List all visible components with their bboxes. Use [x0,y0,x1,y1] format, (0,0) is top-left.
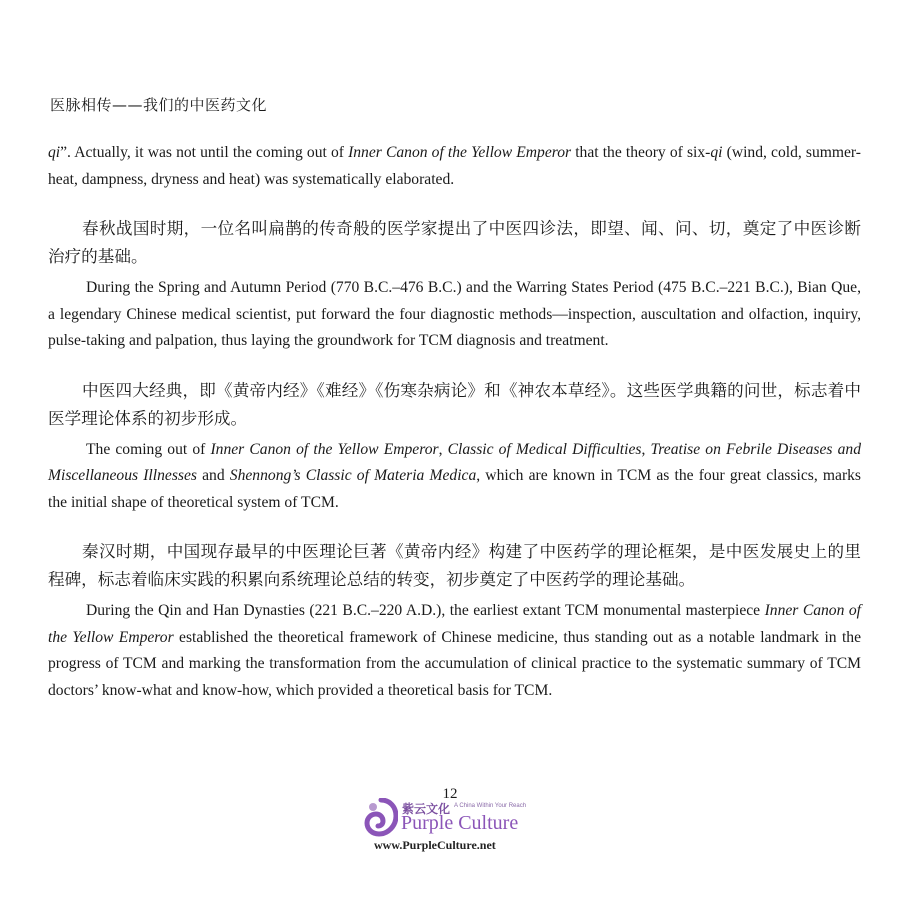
watermark [364,796,564,862]
paragraph-zh-4: 秦汉时期，中国现存最早的中医理论巨著《黄帝内经》构建了中医药学的理论框架，是中医发展史上的里程碑，标志着临床实践的积累向系统理论总结的转变，初步奠定了中医药学的理论基础。 [48,542,861,589]
italic-term: qi [710,144,723,161]
text-span: The coming out of [86,440,211,458]
text-span: , [438,440,448,458]
text-span: and [196,467,230,484]
text-span: , [641,440,651,458]
book-title: Shennong’s Classic of Materia Medica [229,467,477,484]
book-title: Inner Canon of the Yellow Emperor [48,602,861,646]
text-span: , which are known in TCM as the four great classics, marks the initial shape of theoretical system of TCM. [48,467,862,511]
watermark-url: www.PurpleCulture.net [374,838,496,852]
paragraph-en-2: During the Spring and Autumn Period (770 B.C.–476 B.C.) and the Warring States Period (475 B.C.–221 B.C.), Bian Que, a legendary Chinese medical scientist, put forward the four diagnostic methods—inspection, auscultation and olfaction, inquiry, pulse-taking and palpation, thus laying the groundwork for TCM diagnosis and treatment. [48,279,861,349]
book-title: Treatise on Febrile Diseases and Miscellaneous Illnesses [48,440,861,484]
watermark-tagline: A China Within Your Reach [454,803,527,809]
running-header: 医脉相传——我们的中医药文化 [50,96,268,114]
text-span: (wind, cold, summer-heat, dampness, dryness and heat) was systematically elaborated. [48,144,862,188]
book-title: Inner Canon of the Yellow Emperor [210,440,439,458]
watermark-chinese: 紫云文化 [402,802,451,816]
italic-term: qi [48,144,61,161]
page-number: 12 [442,786,458,802]
text-span: ”. Actually, it was not until the coming out of [60,144,349,161]
paragraph-zh-3: 中医四大经典，即《黄帝内经》《难经》《伤寒杂病论》和《神农本草经》。这些医学典籍的问世，标志着中医学理论体系的初步形成。 [48,380,861,428]
text-span: During the Qin and Han Dynasties (221 B.C.–220 A.D.), the earliest extant TCM monumental masterpiece [86,602,765,619]
book-title: Classic of Medical Difficulties [447,440,642,458]
page-content [48,140,861,704]
text-span: established the theoretical framework of Chinese medicine, thus standing out as a notable landmark in the progress of TCM and marking the transformation from the accumulation of clinical practice to the systematic summary of TCM doctors’ know-what and know-how, which provided a theoretical basis for TCM. [48,628,861,699]
paragraph-en-1 [48,140,861,193]
purple-culture-logo-icon [364,798,398,838]
paragraph-en-3 [48,437,861,517]
book-title: Inner Canon of the Yellow Emperor [348,144,572,161]
paragraph-zh-2: 春秋战国时期，一位名叫扁鹊的传奇般的医学家提出了中医四诊法，即望、闻、问、切，奠定了中医诊断治疗的基础。 [48,219,861,266]
paragraph-en-4 [48,598,861,704]
watermark-brand: Purple Culture [401,812,519,834]
text-span: that the theory of six- [571,144,711,161]
